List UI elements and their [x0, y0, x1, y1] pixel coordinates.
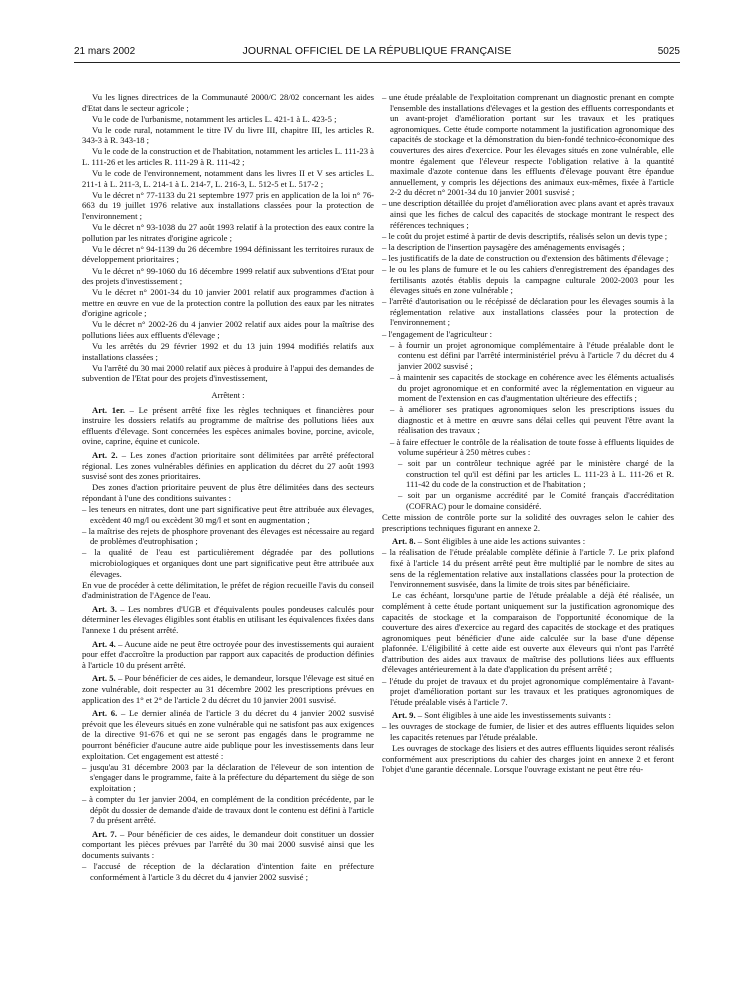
list-item: – l'arrêté d'autorisation ou le récépissé de déclaration pour les élevages soumis à la réglementation relative aux installations classées pour la protection de l'environnement ;: [382, 296, 674, 328]
article-label: Art. 6.: [92, 708, 118, 719]
page-header: [74, 46, 680, 60]
list-item: – le coût du projet estimé à partir de devis descriptifs, réalisés selon un devis type ;: [382, 230, 668, 241]
sub-list-item: – à améliorer ses pratiques agronomiques selon les prescriptions issues du diagnostic et à mettre en œuvre sans délai celles qui peuvent l'être avant la réalisation des travaux ;: [390, 404, 674, 436]
article-text: – Sont éligibles à une aide les actions suivantes :: [415, 536, 586, 547]
paragraph: Cette mission de contrôle porte sur la solidité des ouvrages selon le cahier des prescriptions techniques figurant en annexe 2.: [382, 512, 674, 533]
sub-sub-list-item: – soit par un contrôleur technique agréé par le ministère chargé de la construction tel qu'il est défini par les articles L. 111-23 à L. 111-26 et R. 111-42 du code de la construction et de l'habitation ;: [398, 458, 674, 490]
article-6: [82, 708, 374, 761]
article-label: Art. 3.: [92, 603, 117, 614]
arretent-heading: Arrêtent :: [211, 390, 245, 401]
article-label: Art. 1er.: [92, 404, 125, 415]
paragraph: Des zones d'action prioritaire peuvent de plus être délimitées dans des secteurs répondant à l'une des conditions suivantes :: [82, 482, 374, 503]
visa: Vu le décret n° 94-1139 du 26 décembre 1994 définissant les territoires ruraux de développement prioritaires ;: [82, 243, 374, 265]
list-item: – une étude préalable de l'exploitation comprenant un diagnostic prenant en compte l'ensemble des installations d'élevages et la gestion des effluents correspondants et un avant-projet d'amélioration portant sur les travaux et les pratiques agronomiques. Cette étude comporte notamment la justification agronomique des capacités de stockage et la démonstration du bien-fondé technico-économique des couvertures des aires d'exercice. Pour les élevages situés en zone vulnérable, elle montre également que l'éleveur respecte l'obligation relative à la quantité maximale d'azote contenue dans les effluents d'élevage pouvant être épandue annuellement, y compris les déjections des animaux eux-mêmes, fixée à l'article 2-2 du décret n° 2001-34 du 10 janvier 2001 susvisé ;: [382, 92, 674, 198]
visa: Vu le décret n° 77-1133 du 21 septembre 1977 pris en application de la loi n° 76-663 du 19 juillet 1976 relative aux installations classées pour la protection de l'environnement ;: [82, 189, 374, 222]
paragraph: Le cas échéant, lorsqu'une partie de l'étude préalable a déjà été réalisée, un complément à cette étude portant uniquement sur la justification agronomique des capacités de stockage et la comparaison de l'opportunité économique de la couverture des aires d'exercice au regard des capacités de stockage et des pratiques agronomiques peut bénéficier d'une aide calculée sur la base d'une dépense plafonnée. L'éligibilité à cette aide est ouverte aux éleveurs qui n'ont pas l'arrêté d'attribution des aides aux travaux de maîtrise des pollutions liées aux effluents d'élevages antérieurement à la date d'application du présent arrêté ;: [382, 590, 674, 675]
visa: Vu les arrêtés du 29 février 1992 et du 13 juin 1994 modifiés relatifs aux installations classées ;: [82, 341, 374, 362]
header-rule: [74, 62, 680, 63]
header-date: 21 mars 2002: [74, 46, 136, 57]
article-5: [82, 673, 374, 705]
right-column: [382, 92, 674, 775]
article-text: – Sont éligibles à une aide les investissements suivants :: [415, 710, 611, 721]
list-item: – l'accusé de réception de la déclaration d'intention faite en préfecture conformément à l'article 3 du décret du 4 janvier 2002 susvisé ;: [82, 860, 374, 882]
visa: Vu le décret n° 93-1038 du 27 août 1993 relatif à la protection des eaux contre la pollution par les nitrates d'origine agricole ;: [82, 222, 374, 243]
article-text: – Pour bénéficier de ces aides, le demandeur doit constituer un dossier comportant les pièces prévues par l'arrêté du 30 mai 2000 susvisé ainsi que les documents suivants :: [82, 828, 375, 860]
list-item: – la description de l'insertion paysagère des aménagements envisagés ;: [382, 241, 625, 252]
visa: Vu le code de la construction et de l'habitation, notamment les articles L. 111-23 à L. 111-26 et les articles R. 111-29 à R. 111-42 ;: [82, 146, 374, 168]
article-label: Art. 4.: [92, 638, 116, 649]
article-9: [382, 710, 674, 721]
visa: Vu le décret n° 2001-34 du 10 janvier 2001 relatif aux programmes d'action à mettre en œuvre en vue de la protection contre la pollution des eaux par les nitrates d'origine agricole ;: [82, 287, 374, 319]
paragraph: Les ouvrages de stockage des lisiers et des autres effluents liquides seront réalisés conformément aux prescriptions du cahier des charges joint en annexe 2 et feront l'objet d'une garantie décennale. Lorsque l'ouvrage existant ne peut être réu-: [382, 743, 674, 775]
sub-list-item: – à maintenir ses capacités de stockage en cohérence avec les éléments actualisés du projet agronomique et en conformité avec la réglementation en vigueur au moment de l'extension en cas d'augmentation ultérieure des effectifs ;: [390, 371, 674, 404]
list-item: – le ou les plans de fumure et le ou les cahiers d'enregistrement des épandages des fertilisants azotés établis depuis la campagne culturale 2002-2003 pour les élevages situés en zone vulnérable ;: [382, 264, 674, 296]
list-item: – l'étude du projet de travaux et du projet agronomique complémentaire à l'avant-projet d'amélioration portant sur les travaux et les pratiques agronomiques de l'étude préalable visés à l'article 7.: [382, 675, 674, 707]
visa: Vu le code de l'environnement, notamment dans les livres II et V ses articles L. 211-1 à L. 211-3, L. 214-1 à L. 214-7, L. 216-3, L. 512-5 et L. 517-2 ;: [82, 168, 374, 189]
list-item: – la réalisation de l'étude préalable complète définie à l'article 7. Le prix plafond fixé à l'article 14 du présent arrêté peut être multiplié par le nombre de sites au sens de la réglementation relative aux installations classées pour la protection de l'environnement susvisée, dans la limite de trois sites par bénéficiaire.: [382, 547, 674, 590]
sub-list-item: – à faire effectuer le contrôle de la réalisation de toute fosse à effluents liquides de volume supérieur à 250 mètres cubes :: [390, 436, 674, 458]
paragraph: En vue de procéder à cette délimitation, le préfet de région recueille l'avis du conseil d'administration de l'Agence de l'eau.: [82, 579, 374, 601]
article-text: – Le dernier alinéa de l'article 3 du décret du 4 janvier 2002 susvisé prévoit que les éleveurs situés en zone vulnérable qui ne satisfont pas aux exigences de la directive 91-676 et qui ne se seront pas engagés dans le programme ne pourront bénéficier d'aucune autre aide publique pour les investissements dans leur exploitation. Cet engagement est attesté :: [82, 708, 375, 761]
list-item: – à compter du 1er janvier 2004, en complément de la condition précédente, par le dépôt du dossier de demande d'aide de travaux dont le contenu est défini à l'article 7 du présent arrêté.: [82, 793, 374, 826]
left-column: [82, 92, 374, 883]
article-text: – Pour bénéficier de ces aides, le demandeur, lorsque l'élevage est situé en zone vulnérable, doit respecter au 31 décembre 2002 les prescriptions prévues en application des 1° et 2° de l'article 2 du décret du 10 janvier 2001 susvisé.: [82, 673, 375, 705]
article-label: Art. 8.: [392, 536, 416, 547]
list-item: – une description détaillée du projet d'amélioration avec plans avant et après travaux ainsi que les fiches de calcul des capacités de stockage montrant le respect des références techniques ;: [382, 198, 674, 230]
visa: Vu le décret n° 99-1060 du 16 décembre 1999 relatif aux subventions d'Etat pour des projets d'investissement ;: [82, 265, 374, 287]
article-label: Art. 7.: [92, 828, 117, 839]
article-4: [82, 639, 374, 671]
visa: Vu le code de l'urbanisme, notamment les articles L. 421-1 à L. 423-5 ;: [92, 113, 337, 124]
list-item: – l'engagement de l'agriculteur :: [382, 328, 492, 339]
list-item: – les teneurs en nitrates, dont une part significative peut être attribuée aux élevages, excèdent 40 mg/l ou excèdent 30 mg/l et sont en augmentation ;: [82, 503, 374, 525]
list-item: – la qualité de l'eau est particulièrement dégradée par des pollutions microbiologiques et organiques dont une part significative peut être attribuée aux élevages.: [82, 547, 374, 579]
article-label: Art. 2.: [92, 450, 118, 460]
article-8: [382, 536, 674, 547]
visa: Vu le décret n° 2002-26 du 4 janvier 2002 relatif aux aides pour la maîtrise des pollutions liées aux effluents d'élevage ;: [82, 319, 374, 341]
article-text: – Les zones d'action prioritaire sont délimitées par arrêté préfectoral régional. Les zones vulnérables définies en application du décret du 27 août 1993 susvisé sont des zones prioritaires.: [82, 450, 375, 482]
article-text: – Le présent arrêté fixe les règles techniques et financières pour instruire les dossiers relatifs au programme de maîtrise des pollutions liées aux effluents d'élevage. Sont concernées les espèces animales bovine, porcine, avicole, ovine, caprine, équine et cunicole.: [82, 404, 374, 447]
sub-sub-list-item: – soit par un organisme accrédité par le Comité français d'accréditation (COFRAC) pour le domaine considéré.: [398, 490, 674, 512]
journal-title: JOURNAL OFFICIEL DE LA RÉPUBLIQUE FRANÇAISE: [242, 45, 512, 57]
sub-list-item: – à fournir un projet agronomique complémentaire à l'étude préalable dont le contenu est défini par l'arrêté interministériel prévu à l'article 7 du décret du 4 janvier 2002 susvisé ;: [390, 339, 674, 371]
article-7: [82, 829, 374, 861]
visa: Vu le code rural, notamment le titre IV du livre III, chapitre III, les articles R. 343-3 à R. 343-18 ;: [82, 124, 374, 146]
article-text: – Les nombres d'UGB et d'équivalents poules pondeuses calculés pour déterminer les élevages éligibles sont établis en utilisant les équivalences fixées dans l'annexe 1 du présent arrêté.: [82, 603, 374, 635]
article-2: [82, 450, 374, 482]
article-3: [82, 604, 374, 636]
list-item: – les ouvrages de stockage de fumier, de lisier et des autres effluents liquides selon les capacités retenues par l'étude préalable.: [382, 721, 674, 743]
visa: Vu l'arrêté du 30 mai 2000 relatif aux pièces à produire à l'appui des demandes de subvention de l'Etat pour des projets d'investissement,: [82, 362, 374, 384]
article-label: Art. 5.: [92, 673, 116, 684]
visas-list: [82, 92, 374, 384]
list-item: – les justificatifs de la date de construction ou d'extension des bâtiments d'élevage ;: [382, 252, 669, 263]
list-item: – jusqu'au 31 décembre 2003 par la déclaration de l'éleveur de son intention de s'engager dans le programme, faite à la préfecture du département du siège de son exploitation ;: [82, 761, 374, 793]
page-number: 5025: [657, 46, 680, 57]
visa: Vu les lignes directrices de la Communauté 2000/C 28/02 concernant les aides d'Etat dans le secteur agricole ;: [82, 92, 374, 113]
list-item: – la maîtrise des rejets de phosphore provenant des élevages est nécessaire au regard de problèmes d'eutrophisation ;: [82, 525, 374, 547]
article-text: – Aucune aide ne peut être octroyée pour des investissements qui auraient pour effet d'accroître la production par rapport aux capacités de production définies à l'article 10 du présent arrêté.: [82, 638, 374, 670]
article-1: [82, 405, 374, 447]
article-label: Art. 9.: [392, 710, 416, 721]
